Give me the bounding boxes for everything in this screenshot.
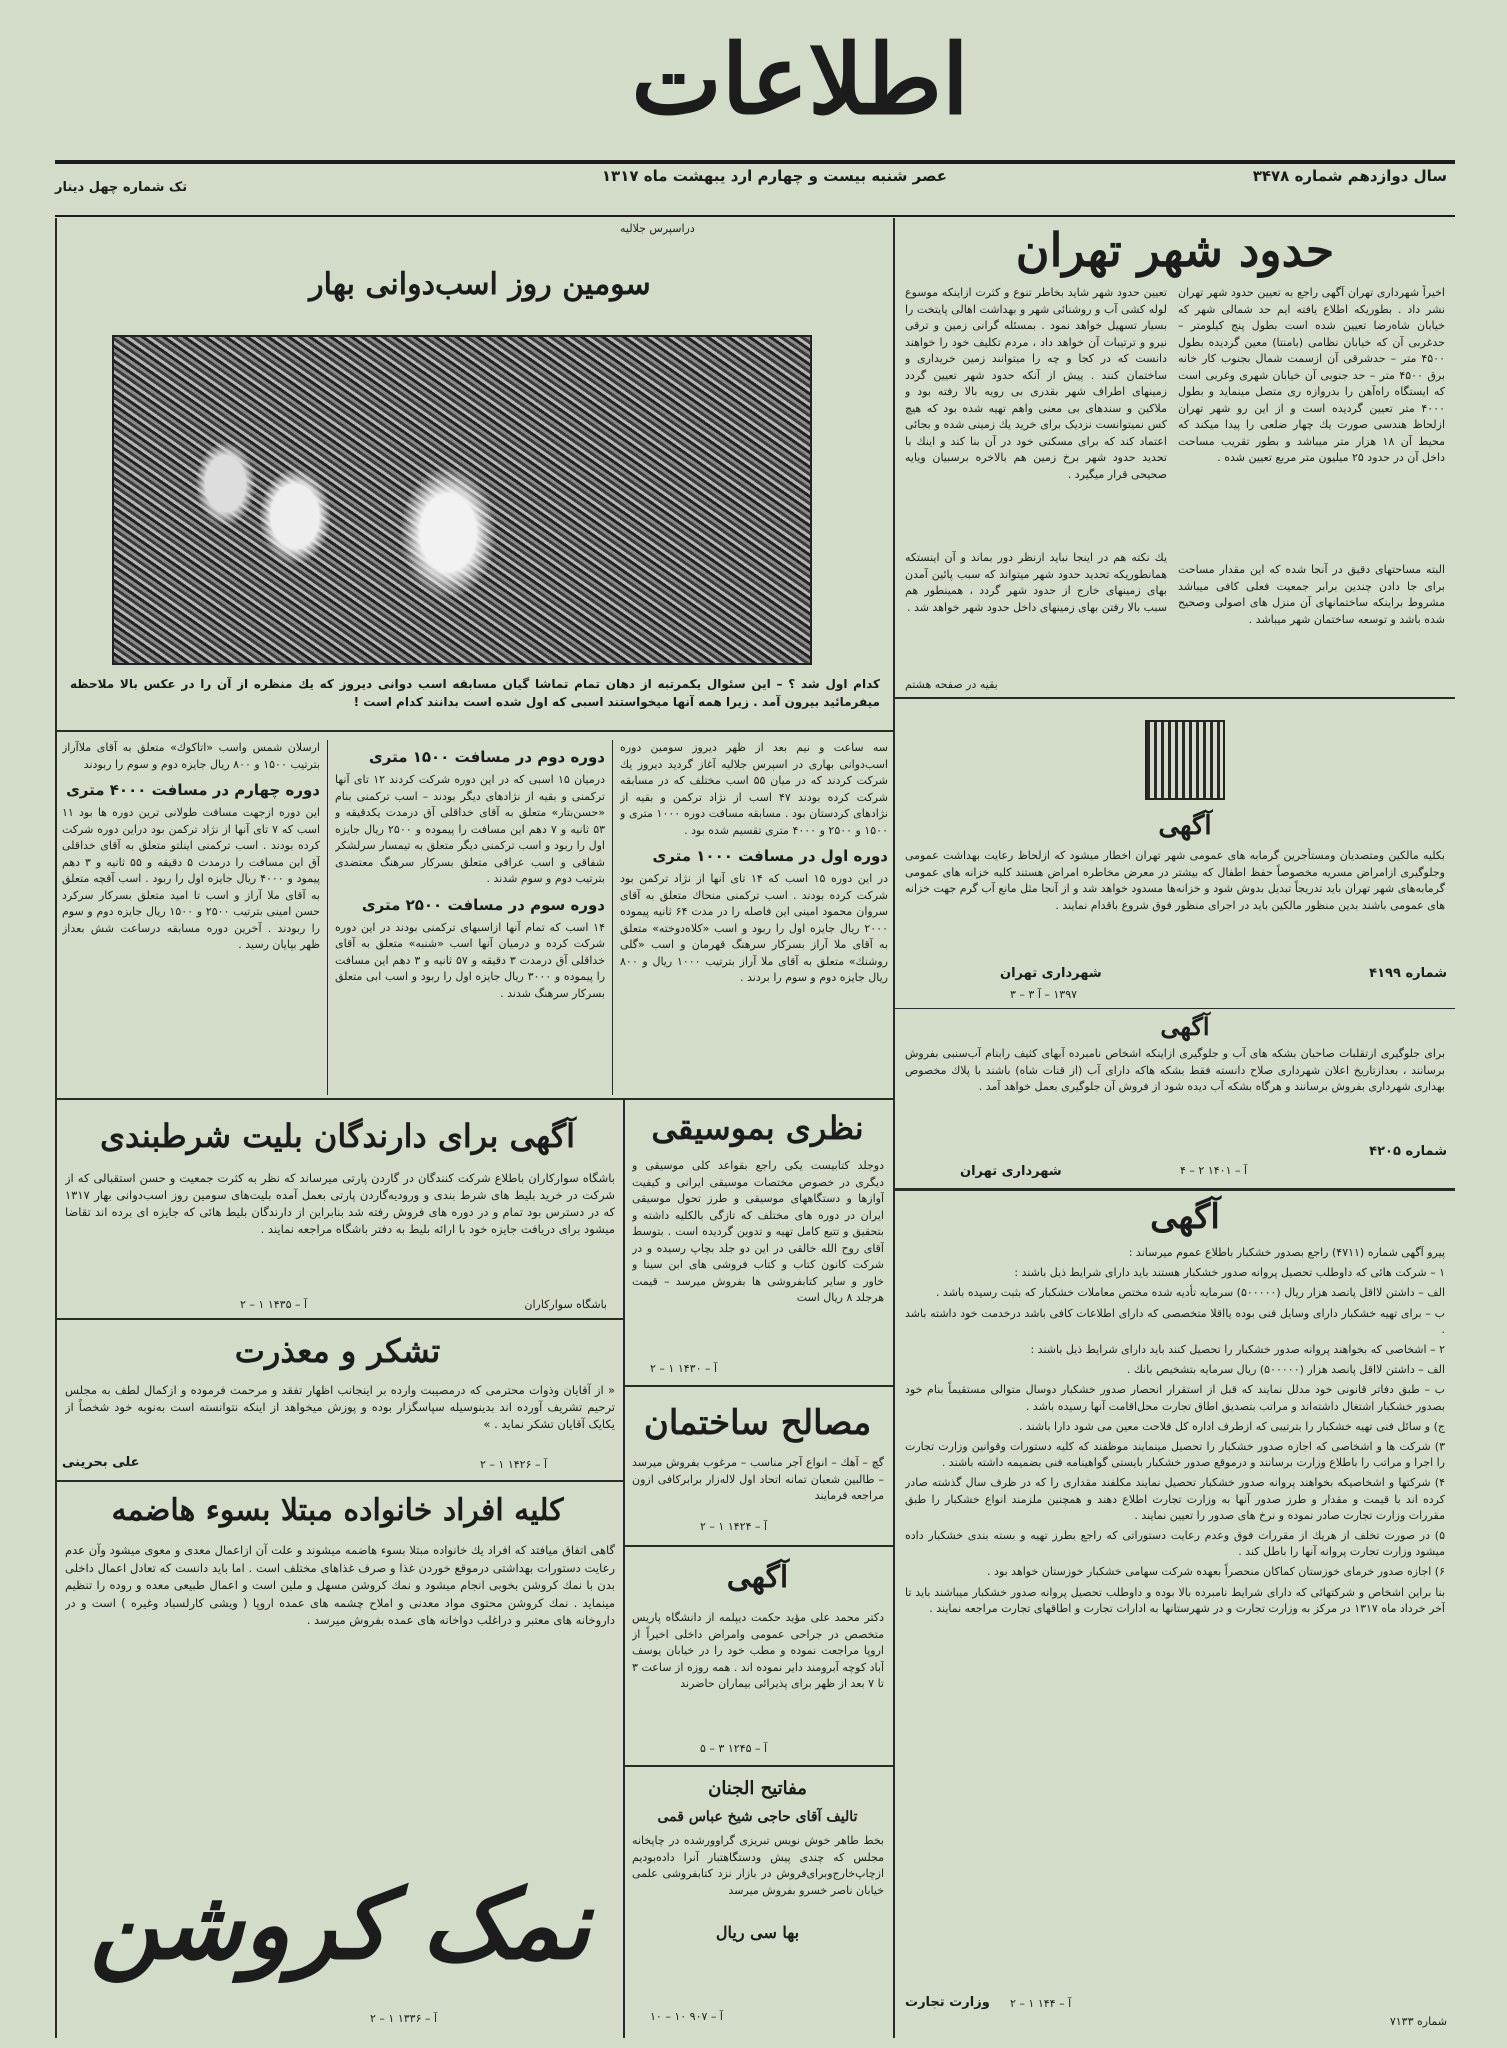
- municipality-emblem: [1145, 720, 1225, 800]
- tehran-body-col1b: البته مساحتهای دقیق در آنجا شده که این مقدار مساحت برای جا دادن چندین برابر جمعیت فعلی کافی میباشد مشروط براینکه ساختمانهای آن منزل های اصولی وصحیح شده باشد و توسعه ساختمان شهر میباشد .: [1178, 563, 1445, 626]
- section-rule: [895, 697, 1455, 699]
- section-rule: [625, 1545, 893, 1547]
- lottery-ref: آ – ۱۴۳۵ ۱ – ۲: [240, 1298, 308, 1311]
- dateline-issue: سال دوازدهم شماره ۳۴۷۸: [1252, 167, 1447, 185]
- building-ref: آ – ۱۴۲۴ ۱ – ۲: [700, 1520, 768, 1533]
- dateline-rule: [55, 215, 1455, 217]
- horse-kicker: دراسپرس جلالیه: [620, 222, 695, 235]
- book-title: مفاتیح الجنان: [708, 1778, 807, 1799]
- column-rule: [612, 740, 613, 1095]
- masthead-title: اطلاعات: [631, 23, 969, 136]
- thanks-body: « از آقایان وذوات محترمی که درمصیبت وارده بر اینجانب اظهار تفقد و مرحمت فرموده و ازکمال لطف به مجلس ترحیم تشریف آورده اند بدینوسیله سپاسگزار بوده و پوزش میخواهد از اینکه نتوانسته است به‌نوبه خود شخصاً از یکایک آقایان تشکر نماید . »: [65, 1383, 615, 1431]
- ad3-body: پیرو آگهی شماره (۴۷۱۱) راجع بصدور خشکبار باطلاع عموم میرساند : ۱ – شرکت هائی که داوطلب تحصیل پروانه صدور خشکبار هستند باید دارای شرایط ذیل باشند : الف – داشتن لااقل پانصد هزار ریال (۵۰۰۰۰۰) سرمایه تأدیه شده مختص معاملات خشکبار که بثبت رسیده باشد . ب – برای تهیه خشکبار دارای وسایل فنی بوده یااقلا متخصصی که دارای اطلاعات کافی باشد درخدمت خود داشته باشد . ۲ – اشخاصی که بخواهند پروانه صدور خشکبار را تحصیل کنند باید دارای شرایط ذیل باشند : الف – داشتن لااقل پانصد هزار (۵۰۰۰۰۰) ریال سرمایه بتشخیص بانك . ب – طبق دفاتر قانونی خود مدلل نمایند که قبل از استقرار انحصار صدور خشکبار دوسال متوالی مستقیماً بنام خود بصدور خشکبار اشتغال داشته‌اند و مراتب بتصدیق اطاق تجارت محل‌اقامت آنها رسیده باشد . ج) و سائل فنی تهیه خشکبار را بترتیبی که ازطرف اداره کل فلاحت معین می شود دارا باشند . ۳) شرکت ها و اشخاصی که اجازه صدور خشکبار را تحصیل مینمایند موظفند که کلیه دستورات وقوانین وزارت تجارت را اجرا و مراتب را باطلاع وزارت برسانند و درموقع صدور خشکبار بایستی گواهینامه فنی بضمیمه داشته باشند . ۴) شرکتها و اشخاصیکه بخواهند پروانه صدور خشکبار تحصیل نمایند مکلفند مقداری را که در ظرف سال گذشته صادر کرده اند با قیمت و مقدار و طرز صدور آنها به وزارت تجارت اطلاع دهند و همچنین ملزمند انواع خشکبار را طبق مقررات وزارت تجارت صادر نموده و نرخ های صدور را تعیین نمایند . ۵) در صورت تخلف از هریك از مقررات فوق وعدم رعایت دستوراتی که راجع بطرز تهیه و بسته بندی خشکبار داده میشود وزارت تجارت پروانه آنها را باطل کند . ۶) اجازه صدور خرمای خوزستان کماکان منحصراً بعهده شرکت سهامی خشکبار خوزستان خواهد بود . بنا براین اشخاص و شرکتهائی که دارای شرایط نامبرده بالا بوده و داوطلب تحصیل پروانه صدور خشکبار میباشند باید تا آخر خرداد ماه ۱۳۱۷ در مرکز به وزارت تجارت و در شهرستانها به ادارات تجارت و اطاقهای تجارت مراجعه نمایند .: [905, 1246, 1445, 1615]
- ad2-signature: شهرداری تهران: [960, 1164, 1062, 1179]
- lottery-body: باشگاه سوارکاران باطلاع شرکت کنندگان در گاردن پارتی میرساند که نظر به کثرت جمعیت و حسن استقبالی که از شرکت در خرید بلیط های شرط بندی و ورودیه‌گاردن پارتی بعمل آمده بلیت‌های سومین روز اسب‌دوانی بهار ۱۳۱۷ که در دسترس بود تمام و در دوره های فروش رفته شد بنابراین از دارندگان بلیط هائی که جایزه ای برده اند تقاضا میشود برای دریافت جایزه خود با ارائه بلیط به دفتر باشگاه مراجعه نمایند .: [65, 1171, 615, 1236]
- ad1-signature: شهرداری تهران: [1000, 966, 1102, 981]
- dateline-date: عصر شنبه بیست و چهارم ارد یبهشت ماه ۱۳۱۷: [601, 167, 947, 185]
- dateline-price: تک شماره چهل دینار: [55, 180, 188, 195]
- book-ref: آ – ۹۰۷ ۱۰ – ۱۰: [650, 2010, 723, 2023]
- ad3-number: شماره ۷۱۳۳: [1389, 2015, 1447, 2028]
- horse-photo-caption: کدام اول شد ؟ – این سئوال یکمرتبه از دهان تمام تماشا گیان مسابقه اسب دوانی دیروز که یك منظره از آن را در عکس بالا ملاحظه میفرمائید بیرون آمد . زیرا همه آنها میخواستند اسبی که اول شده است بدانند کدام است !: [70, 677, 880, 709]
- race-crowd-photo: [112, 335, 812, 665]
- ad1-number: شماره ۴۱۹۹: [1369, 966, 1447, 981]
- ad3-title: آگهی: [1150, 1197, 1220, 1237]
- book-body: بخط طاهر خوش نویس تبریزی گراوورشده در چاپخانه مجلس که چندی پیش ودستگاهتبار آنرا داده‌بودیم ازچاپ‌خارج‌وبرای‌فروش در بازار نزد کتابفروشی علمی خیابان ناصر خسرو بفروش میرسد: [632, 1834, 884, 1897]
- building-body: گچ – آهك – انواع آجر مناسب – مرغوب بفروش میرسد – طالبین شعبان تمانه اتحاد اول لاله‌زار برابرکافی ازون مراجعه فرمایند: [632, 1456, 884, 1502]
- ad2-number: شماره ۴۲۰۵: [1369, 1144, 1447, 1159]
- horse-subhead-1000: دوره اول در مسافت ۱۰۰۰ متری: [652, 847, 888, 865]
- doctor-title: آگهی: [726, 1560, 789, 1595]
- ad1-body: بکلیه مالکین ومتصدیان ومستأجرین گرمابه های عمومی شهر تهران اخطار میشود که ازلحاظ رعایت بهداشت عمومی وجلوگیری ازامراض مسریه مخصوصاً حفظ اطفال که بیشتر در معرض مخاطره امراض هستند کلیه خزانه های عمومی گرمابه‌های شهر تهران باید تدریجاً تبدیل بدوش شود و خزانه‌ها مسدود خواهد شد و از آنجا مثل مانع آب گرم جهت خزانه های عمومی باشند بدین منظور مالکین باید در اجرای منظور فوق شروع باقدام نمایند .: [905, 849, 1445, 912]
- book-price: بها سی ریال: [715, 1923, 800, 1942]
- ad2-title: آگهی: [1160, 1012, 1210, 1041]
- section-rule: [57, 1318, 623, 1320]
- horse-subhead-2500: دوره سوم در مسافت ۲۵۰۰ متری: [361, 895, 605, 914]
- section-rule: [57, 730, 893, 732]
- ad2-ref: آ – ۱۴۰۱ ۲ – ۴: [1180, 1164, 1248, 1177]
- column-rule: [893, 1190, 895, 2038]
- music-ref: آ – ۱۴۳۰ ۱ – ۲: [650, 1362, 718, 1375]
- salt-ref: آ – ۱۳۳۶ ۱ – ۲: [370, 2012, 438, 2025]
- tehran-headline: حدود شهر تهران: [1015, 223, 1335, 277]
- horse-headline: سومین روز اسب‌دوانی بهار: [309, 267, 651, 302]
- music-body: دوجلد کتابیست یکی راجع بقواعد کلی موسیقی و دیگری در خصوص مختصات موسیقی ایرانی و کیفیت آوازها و دستگاههای موسیقی و طرز تحول موسیقی ایران در دوره های مختلف که تازگی بالکلیه داشته و بتحقیق و تتبع کامل تهیه و تدوین گردیده است . بتوسط آقای روح الله خالقی در این دو جلد بچاپ رسیده و در شرکت کانون کتاب و کتاب فروشی های ابن سینا و خاور و سایر کتابفروشی ها بفروش میرسد – قیمت هرجلد ۸ ریال است: [632, 1159, 884, 1304]
- thanks-ref: آ – ۱۴۲۶ ۱ – ۲: [480, 1458, 548, 1471]
- thanks-signature: علی بحرینی: [62, 1455, 140, 1470]
- horse-col2: دوره دوم در مسافت ۱۵۰۰ متری درمیان ۱۵ اسبی که در این دوره شرکت کردند ۱۲ تای آنها ترکمنی و بقیه از نژادهای دیگر بودند – اسب ترکمنی بنام «حسن‌بتار» متعلق به آقای خداقلی آق درمدت یکدقیقه و ۵۳ ثانیه و ۷ دهم این مسافت را پیموده و ۲۵۰۰ ریال جایزه اول را ربود و اسب ترکمنی دیگر متعلق به تیمسار سرلشکر شفاقی و اسب عراقی متعلق بسرکار سرهنگ معتضدی بترتیب دوم و سوم شدند . دوره سوم در مسافت ۲۵۰۰ متری ۱۴ اسب که تمام آنها ازاسبهای ترکمنی بودند در این دوره شرکت کرده و درمیان آنها اسب «شنبه» متعلق به آقای خداقلی آق درمدت ۳ دقیقه و ۵۷ ثانیه و ۳ دهم این مسافت را پیموده و ۳۰۰۰ ریال جایزه اول را ربود و اسب ابی متعلق بسرکار سرهنگ شدند .: [335, 748, 605, 1000]
- building-title: مصالح ساختمان: [643, 1403, 872, 1443]
- ad3-signature: وزارت تجارت: [905, 1995, 990, 2010]
- salt-headline: کلیه افراد خانواده مبتلا بسوء هاضمه: [111, 1493, 564, 1528]
- section-rule: [625, 1765, 893, 1767]
- thanks-title: تشکر و معذرت: [234, 1332, 441, 1370]
- column-rule: [623, 1098, 625, 2038]
- column-rule: [893, 218, 895, 1218]
- ad2-body: برای جلوگیری ازتقلبات صاحبان بشکه های آب و جلوگیری ازاینکه اشخاص نامبرده آبهای کثیف رابنام آب‌سنبی بفروش برسانند ، بعدازتاریخ اعلان شهرداری صلاح دانسته فقط بشکه هاکه دارای آب (از قنات شاه) باشند با پلاك مخصوص بهداری شهرداری بفروش برسانند و هرگاه بشکه آب دیده شود از فروش آن جلوگیری بعمل خواهد آمد .: [905, 1047, 1445, 1093]
- section-rule: [895, 1188, 1455, 1191]
- book-author: تالیف آقای حاجی شیخ عباس قمی: [657, 1809, 858, 1825]
- section-rule: [895, 1008, 1455, 1009]
- horse-col3: ارسلان شمس واسب «اتاکوك» متعلق به آقای ملاآراز بترتیب ۱۵۰۰ و ۸۰۰ ریال جایزه دوم و سوم را ربودند دوره چهارم در مسافت ۴۰۰۰ متری این دوره ازجهت مسافت طولانی ترین دوره ها بود ۱۱ اسب که ۷ تای آنها از نژاد ترکمن بود دراین دوره شرکت کرده بودند . اسب ترکمنی اینلتو متعلق به آقای خداقلی آق این مسافت را درمدت ۵ دقیقه و ۵۵ ثانیه و ۳ دهم پیمود و ۴۰۰۰ ریال جایزه اول را ربود . اسب آقچه متعلق به آقای ملا آراز و اسب تا امید متعلق بسرکار سرکرد حسن امینی بترتیب ۲۵۰۰ و ۱۵۰۰ ریال جایزه دوم و سوم را ربودند . آخرین دوره مسابقه درساعت شش بعداز ظهر بپایان رسید .: [62, 741, 320, 951]
- music-title: نظری بموسیقی: [651, 1109, 864, 1147]
- horse-col1: سه ساعت و نیم بعد از ظهر دیروز سومین دوره اسب‌دوانی بهاری در اسپرس جلالیه آغاز گردید دیروز یك شرکت کردند که در میان ۵۵ اسب مختلف که در مسابقه شرکت کرده بودند ۴۷ اسب از نژاد ترکمن و بقیه از نژادهای کردستان بود . مسابقه مسافت دوره ۱۰۰۰ متری و ۱۵۰۰ و ۲۵۰۰ و ۴۰۰۰ متری تقسیم شده بود . دوره اول در مسافت ۱۰۰۰ متری در این دوره ۱۵ اسب که ۱۴ تای آنها از نژاد ترکمن بود شرکت کرده بودند . اسب ترکمنی منحاك متعلق به آقای سروان محمود امینی این فاصله را در مدت ۶۴ ثانیه پیموده ۲۰۰۰ ریال جایزه اول را ربود و اسب «کلاه‌دوخته» متعلق به آقای ملا آراز بسرکار سرهنگ قهرمان و اسب «گلی روشنك» متعلق به آقای ملا آراز بترتیب ۱۰۰۰ ریال و ۸۰۰ ریال جایزه دوم و سوم را بردند .: [620, 741, 888, 984]
- salt-brand-logo: نمک کروشن: [89, 1868, 591, 1981]
- tehran-body-col2b: یك نکته هم در اینجا نباید ازنظر دور بماند و آن اینستکه همانطوریکه تحدید حدود شهر میتواند که سبب پائین آمدن بهای زمینهای خارج از حدود شهر گردد ، همینطور هم سبب بالا رفتن بهای زمینهای داخل حدود شهر خواهد شد .: [905, 551, 1167, 614]
- ad3-ref: آ – ۱۴۴ ۱ – ۲: [1010, 1997, 1072, 2010]
- lottery-title: آگهی برای دارندگان بلیت شرطبندی: [99, 1117, 576, 1155]
- ad1-ref: ۱۳۹۷ – آ ۳ – ۳: [1010, 988, 1078, 1001]
- doctor-ref: آ – ۱۲۴۵ ۳ – ۵: [700, 1742, 768, 1755]
- section-rule: [57, 1098, 893, 1100]
- ad1-title: آگهی: [1158, 811, 1212, 841]
- column-rule: [55, 218, 57, 2038]
- salt-body: گاهی اتفاق میافتد که افراد یك خانواده مبتلا بسوء هاضمه میشوند و علت آن ازاعمال معدی و معوی میشود وآن عدم رعایت دستورات بهداشتی درموقع خوردن غذا و صرف غذاهای مختلف است . اما باید دانست که تعادل اعمال داخلی بدن با نمك کروشن بخوبی انجام میشود و نمك کروشن مسهل و ملین است و اعمال طبیعی معده و روده را تنظیم مینماید . نمك کروشن محتوی مواد معدنی و املاح چشمه های عمده اروپا ( ویشی کارلسباد وغیره ) است و در داروخانه های معتبر و دراغلب دواخانه های عمده بفروش میرسد .: [65, 1543, 615, 1627]
- section-rule: [57, 1480, 623, 1482]
- lottery-signature: باشگاه سوارکاران: [524, 1298, 607, 1311]
- masthead-rule: [55, 160, 1455, 164]
- doctor-body: دکتر محمد علی مؤید حکمت دیپلمه از دانشگاه پاریس متخصص در جراحی عمومی وامراض داخلی اخیراً از اروپا مراجعت نموده و مطب خود را در خیابان یوسف آباد کوچه آبرومند دایر نموده اند . همه روزه از ساعت ۳ تا ۷ بعد از ظهر برای پذیرائی بیماران حاضرند: [632, 1611, 884, 1690]
- tehran-body-col2: تعیین حدود شهر شاید بخاطر تنوع و کثرت ازاینکه موسوع لوله کشی آب و روشنائی شهر و بهداشت اهالی پایتخت را بسیار تسهیل خواهد نمود . بمسئله گرانی زمین و ترقی نیرو و ترتیبات آن خواهد داد ، مردم تکلیف خود را خواهند دانست که در کجا و چه را میتوانند زمین خریداری و ساختمان کنند . پیش از آنکه حدود شهر تعیین گردد زمینهای اطراف شهر بقدری بی رویه بالا رفته بود و ملاکین و سندهای بی معنی واهم تهیه شده بود که هیچ کس نمیتوانست نزدیک برای خرید یك زمینی شده و بجائی اعتماد کند که برای مسکنی خود در آن بنا کند و اینك با تحدید حدود شهر برخ زمین هم بالاخره برسبیان ویایه صحیحی قرار میگیرد .: [905, 286, 1167, 481]
- horse-subhead-1500: دوره دوم در مسافت ۱۵۰۰ متری: [369, 748, 605, 766]
- tehran-body-col1: اخیراً شهرداری تهران آگهی راجع به تعیین حدود شهر تهران نشر داد . بطوریکه اطلاع یافته ایم حد شمالی شهر که خیابان شاه‌رضا تعیین شده است بطول پنج کیلومتر – حدغربی آن که خیابان نظامی (بامنتا) معین گردیده بطول ۴۵۰۰ متر – حدشرقی آن ازسمت شمال بجنوب کار خانه برق ۴۵۰۰ متر – حد جنوبی آن خیابان شهری وغربی است که ایستگاه راه‌آهن را بدروازه ری متصل مینماید و بطول ۴۰۰۰ متر تعیین گردیده است و از این رو شهر تهران ازلحاظ هندسی صورت یك چهار ضلعی را پیدا میکند که محیط آن ۱۸ هزار متر میباشد و بطور تقریب مساحت داخل آن در حدود ۲۵ میلیون متر مربع تعیین شده .: [1178, 286, 1445, 464]
- column-rule: [327, 740, 328, 1095]
- tehran-continued: بقیه در صفحه هشتم: [905, 678, 998, 691]
- section-rule: [625, 1385, 893, 1387]
- horse-subhead-4000: دوره چهارم در مسافت ۴۰۰۰ متری: [66, 781, 320, 799]
